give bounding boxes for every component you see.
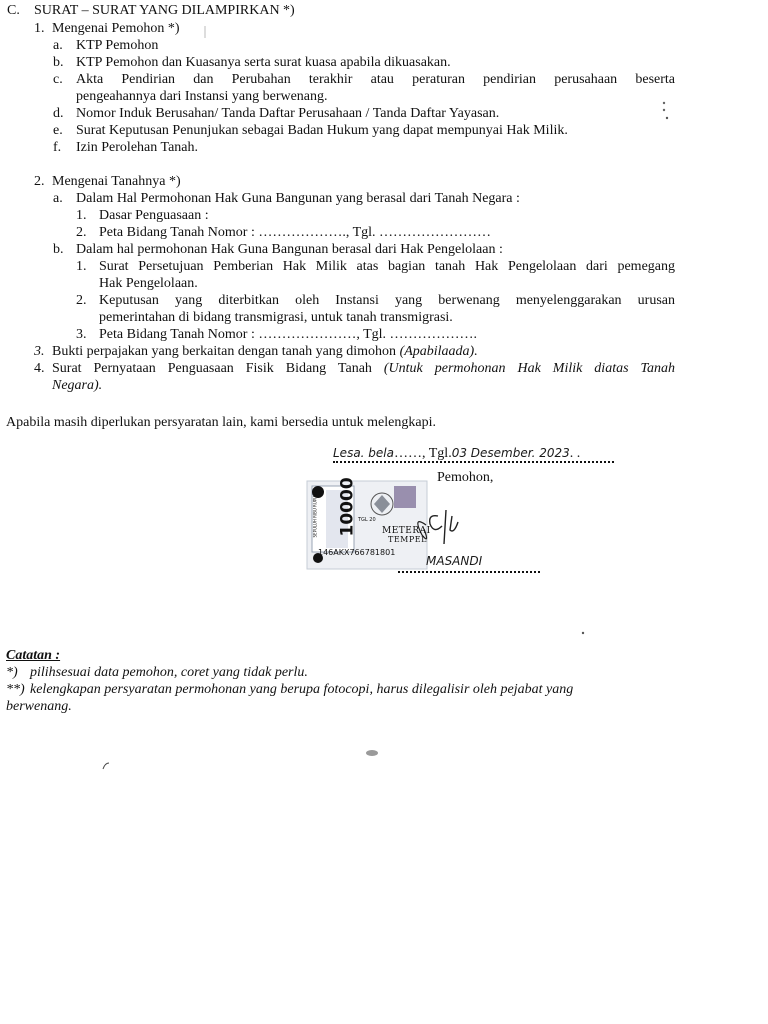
place-handwritten: Lesa. bela bbox=[333, 446, 394, 460]
date-dots: . . bbox=[569, 446, 581, 461]
stamp-label1: METERAI bbox=[382, 526, 431, 536]
pemohon-item-d: Nomor Induk Berusahan/ Tanda Daftar Perusahaan / Tanda Daftar Yayasan. bbox=[76, 106, 500, 121]
tanah-a-sub1-num: 1. bbox=[76, 208, 87, 223]
stamp-side-text: SEPULUH RIBU RUPIAH bbox=[312, 491, 318, 538]
note2-line2: berwenang. bbox=[6, 699, 72, 714]
tanah-b-sub2-line1: Keputusan yang diterbitkan oleh Instansi yang berwenang menyelenggarakan urusan bbox=[99, 293, 675, 308]
pemohon-item-a: KTP Pemohon bbox=[76, 38, 159, 53]
tanah-b-sub2-line2: pemerintahan di bidang transmigrasi, untuk tanah transmigrasi. bbox=[99, 310, 453, 325]
stamp-serial: 146AKX766781801 bbox=[318, 548, 396, 557]
tanah-number: 2. bbox=[34, 174, 45, 189]
tanah-a-text: Dalam Hal Permohonan Hak Guna Bangunan yang berasal dari Tanah Negara : bbox=[76, 191, 520, 206]
item4-italic2: Negara). bbox=[52, 378, 103, 393]
pemohon-item-f-letter: f. bbox=[53, 140, 62, 155]
pemohon-heading: Mengenai Pemohon *) bbox=[52, 21, 180, 36]
tanah-a-letter: a. bbox=[53, 191, 63, 206]
item3-text-line bbox=[52, 343, 478, 360]
notes-heading: Catatan : bbox=[6, 648, 61, 663]
stamp-tiny: TGL 20 bbox=[358, 517, 376, 523]
section-title: SURAT – SURAT YANG DILAMPIRKAN *) bbox=[34, 3, 295, 18]
item4-text: Surat Pernyataan Penguasaan Fisik Bidang Tanah bbox=[52, 361, 372, 376]
item3-text: Bukti perpajakan yang berkaitan dengan tanah yang dimohon bbox=[52, 344, 397, 359]
tanah-b-text: Dalam hal permohonan Hak Guna Bangunan berasal dari Hak Pengelolaan : bbox=[76, 242, 503, 257]
tanah-a-sub2-num: 2. bbox=[76, 225, 87, 240]
place-dots: …… bbox=[394, 446, 422, 461]
tanah-heading: Mengenai Tanahnya *) bbox=[52, 174, 181, 189]
tanah-b-sub2-num: 2. bbox=[76, 293, 87, 308]
pemohon-item-f: Izin Perolehan Tanah. bbox=[76, 140, 198, 155]
stamp-value: 10000 bbox=[337, 477, 358, 537]
tanah-a-sub1: Dasar Penguasaan : bbox=[99, 208, 209, 223]
item4-line1 bbox=[52, 360, 675, 377]
item4-italic1: (Untuk permohonan Hak Milik diatas Tanah bbox=[383, 361, 676, 376]
tgl-label: , Tgl. bbox=[422, 446, 452, 461]
pemohon-label: Pemohon, bbox=[437, 470, 494, 485]
tanah-a-sub2: Peta Bidang Tanah Nomor : ………………., Tgl. …………………… bbox=[99, 225, 492, 240]
pemohon-item-c-line2: pengeahannya dari Instansi yang berwenang. bbox=[76, 89, 328, 104]
section-letter: C. bbox=[7, 3, 20, 18]
pemohon-item-b-letter: b. bbox=[53, 55, 64, 70]
tanah-b-sub1-line1: Surat Persetujuan Pemberian Hak Milik atas bagian tanah Hak Pengelolaan dari pemegang bbox=[99, 259, 675, 274]
signer-name: MASANDI bbox=[426, 554, 483, 568]
item3-number: 3. bbox=[34, 344, 45, 359]
tanah-b-sub1-line2: Hak Pengelolaan. bbox=[99, 276, 198, 291]
pemohon-item-b: KTP Pemohon dan Kuasanya serta surat kuasa apabila dikuasakan. bbox=[76, 55, 451, 70]
note2-mark: **) bbox=[6, 682, 25, 697]
pemohon-item-d-letter: d. bbox=[53, 106, 64, 121]
pemohon-number: 1. bbox=[34, 21, 45, 36]
tanah-b-sub1-num: 1. bbox=[76, 259, 87, 274]
stamp-label2: TEMPEL bbox=[388, 535, 427, 544]
item4-number: 4. bbox=[34, 361, 45, 376]
pemohon-item-c-line1: Akta Pendirian dan Perubahan terakhir atau peraturan pendirian perusahaan beserta bbox=[76, 72, 675, 87]
tanah-b-sub3-num: 3. bbox=[76, 327, 87, 342]
pemohon-item-c-letter: c. bbox=[53, 72, 63, 87]
closing-sentence: Apabila masih diperlukan persyaratan lain, kami bersedia untuk melengkapi. bbox=[6, 415, 436, 430]
pemohon-item-e-letter: e. bbox=[53, 123, 63, 138]
tanah-b-letter: b. bbox=[53, 242, 64, 257]
place-date-line bbox=[333, 445, 580, 462]
note1-mark: *) bbox=[6, 665, 18, 680]
note1-text: pilihsesuai data pemohon, coret yang tidak perlu. bbox=[30, 665, 308, 680]
pemohon-item-a-letter: a. bbox=[53, 38, 63, 53]
tanah-b-sub3: Peta Bidang Tanah Nomor : …………………, Tgl. ………………. bbox=[99, 327, 478, 342]
item3-italic: (Apabilaada). bbox=[399, 344, 478, 359]
note2-line1: kelengkapan persyaratan permohonan yang berupa fotocopi, harus dilegalisir oleh pejabat yang bbox=[30, 682, 574, 697]
place-underline bbox=[333, 461, 614, 463]
signer-underline bbox=[398, 571, 540, 573]
meterai-stamp bbox=[306, 477, 431, 570]
date-handwritten: 03 Desember. 2023 bbox=[451, 446, 570, 460]
pemohon-item-e: Surat Keputusan Penunjukan sebagai Badan Hukum yang dapat mempunyai Hak Milik. bbox=[76, 123, 568, 138]
